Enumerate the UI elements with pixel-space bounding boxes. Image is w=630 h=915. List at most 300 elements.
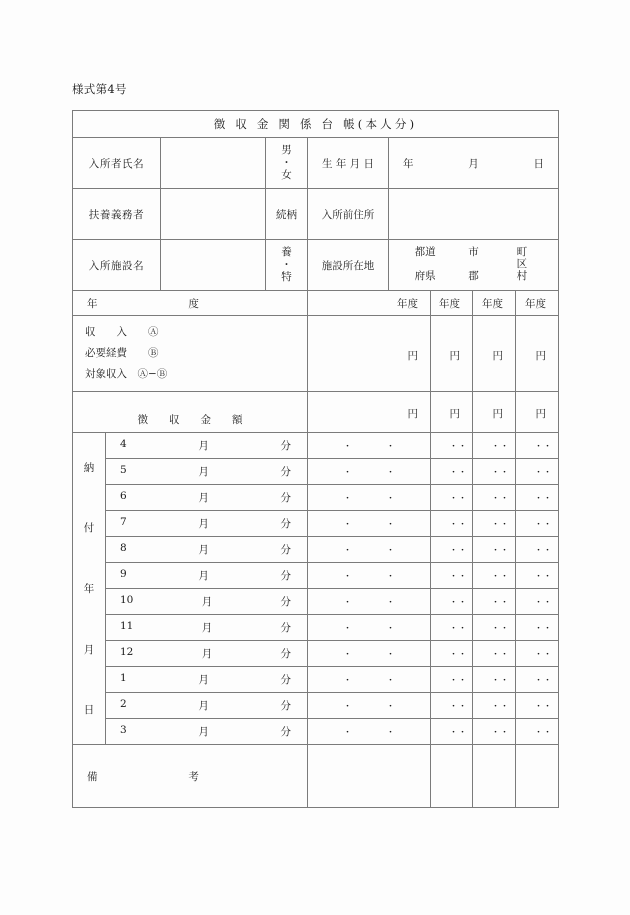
fiscal-year-col-1-text: 年度: [397, 297, 418, 310]
date-dot-1: ・: [342, 702, 352, 712]
prev-address-label: [308, 189, 389, 240]
birthdate-label-text: 生 年 月 日: [321, 157, 374, 170]
date-dots: [473, 465, 515, 478]
month-number: 6: [120, 490, 127, 502]
month-value-col-1[interactable]: [308, 719, 431, 745]
month-unit: 月: [198, 440, 209, 452]
month-value-col-2[interactable]: [431, 589, 473, 615]
month-value-col-4[interactable]: [516, 485, 559, 511]
address-todou: 都道: [414, 246, 436, 259]
date-dot-1: ・: [342, 494, 352, 504]
date-dot-2: ・: [500, 624, 510, 634]
month-value-col-3[interactable]: [473, 511, 516, 537]
date-dot-1: ・: [491, 702, 501, 712]
month-unit: 月: [198, 518, 209, 530]
fiscal-year-label-nen: 年: [87, 297, 98, 310]
address-ku: 区: [516, 258, 528, 271]
date-dot-2: ・: [543, 676, 553, 686]
fiscal-year-label: [73, 291, 308, 316]
facility-type-separator-icon: ・: [281, 258, 292, 271]
month-value-col-3[interactable]: [473, 719, 516, 745]
fiscal-year-col-3-text: 年度: [482, 297, 503, 310]
date-dot-2: ・: [385, 650, 395, 660]
date-dot-1: ・: [449, 572, 459, 582]
fiscal-year-label-pad: [290, 296, 293, 311]
date-dots: [516, 673, 558, 686]
date-dots: [516, 439, 558, 452]
month-value-col-3[interactable]: [473, 563, 516, 589]
collection-amount-col-3[interactable]: [473, 392, 516, 433]
payment-month-row: [73, 641, 559, 667]
income-label-stack: [73, 316, 307, 391]
month-value-col-3[interactable]: [473, 589, 516, 615]
month-value-col-4[interactable]: [516, 693, 559, 719]
date-dots: [516, 543, 558, 556]
date-dot-1: ・: [534, 442, 544, 452]
collection-amount-label: [73, 392, 308, 433]
date-dot-1: ・: [342, 442, 352, 452]
month-number: 11: [120, 620, 134, 632]
date-dot-1: ・: [491, 468, 501, 478]
date-dot-1: ・: [449, 624, 459, 634]
income-col-2-yen: 円: [449, 349, 460, 362]
payment-month-row: [73, 433, 559, 459]
month-value-col-1[interactable]: [308, 537, 431, 563]
fiscal-year-col-2[interactable]: [431, 291, 473, 316]
payment-month-row: [73, 537, 559, 563]
income-col-1[interactable]: [308, 316, 431, 392]
month-unit: 月: [198, 544, 209, 556]
birthdate-value[interactable]: [389, 138, 559, 189]
date-dots: [516, 465, 558, 478]
date-dot-1: ・: [449, 520, 459, 530]
month-value-col-1[interactable]: [308, 615, 431, 641]
remarks-label-pad: [290, 769, 293, 784]
supporter-row: [73, 189, 559, 240]
income-line-expenses: 必要経費 Ⓑ: [85, 347, 159, 359]
ledger-title: 徴 収 金 関 係 台 帳(本人分): [73, 111, 559, 138]
month-value-col-1[interactable]: [308, 563, 431, 589]
date-dots: [308, 699, 430, 712]
address-unit-grid: [389, 245, 558, 284]
date-dot-1: ・: [491, 494, 501, 504]
payment-month-row: [73, 459, 559, 485]
collection-amount-col-4[interactable]: [516, 392, 559, 433]
payment-month-row: [73, 615, 559, 641]
date-dot-2: ・: [543, 728, 553, 738]
date-dots: [473, 725, 515, 738]
month-value-col-1[interactable]: [308, 485, 431, 511]
month-value-col-2[interactable]: [431, 511, 473, 537]
prev-address-value[interactable]: [389, 189, 559, 240]
month-share: 分: [280, 492, 291, 504]
payment-month-row: [73, 485, 559, 511]
month-number: 4: [120, 438, 127, 450]
date-dot-2: ・: [500, 572, 510, 582]
relation-cell: [266, 189, 308, 240]
payment-month-row: [73, 589, 559, 615]
month-number: 9: [120, 568, 127, 580]
date-dots: [431, 621, 472, 634]
month-label-cell: [106, 693, 308, 719]
month-label-inner: [106, 438, 307, 453]
facility-name-label: [73, 240, 161, 291]
date-dot-1: ・: [491, 624, 501, 634]
month-share: 分: [280, 674, 291, 686]
collection-amount-col-3-yen: 円: [492, 408, 503, 420]
fiscal-year-col-1[interactable]: [308, 291, 431, 316]
date-dot-2: ・: [458, 598, 468, 608]
date-dot-1: ・: [342, 728, 352, 738]
remarks-col-3[interactable]: [473, 745, 516, 808]
month-number: 10: [120, 594, 134, 606]
month-value-col-2[interactable]: [431, 563, 473, 589]
month-value-col-2[interactable]: [431, 667, 473, 693]
month-label-cell: [106, 537, 308, 563]
month-label-inner: [106, 698, 307, 713]
facility-type-you: 養: [281, 246, 292, 259]
month-value-col-1[interactable]: [308, 667, 431, 693]
date-dot-2: ・: [543, 650, 553, 660]
collection-amount-col-1-yen: 円: [407, 408, 418, 420]
date-dot-2: ・: [458, 624, 468, 634]
month-share: 分: [280, 544, 291, 556]
fiscal-year-col-4[interactable]: [516, 291, 559, 316]
collection-amount-col-2[interactable]: [431, 392, 473, 433]
income-col-3-yen: 円: [492, 349, 503, 362]
income-col-4-yen: 円: [535, 349, 547, 362]
month-value-col-1[interactable]: [308, 693, 431, 719]
birth-day-unit: 日: [533, 157, 545, 170]
month-value-col-2[interactable]: [431, 641, 473, 667]
payment-month-row: [73, 563, 559, 589]
income-line-net: 対象収入 Ⓐ−Ⓑ: [85, 368, 168, 380]
date-dot-2: ・: [500, 468, 510, 478]
month-share: 分: [280, 596, 291, 608]
month-label-inner: [106, 516, 307, 531]
date-dot-2: ・: [500, 650, 510, 660]
month-label-inner: [106, 490, 307, 505]
date-dot-1: ・: [534, 650, 544, 660]
month-share: 分: [280, 622, 291, 634]
remarks-label-kou: 考: [188, 770, 199, 783]
month-value-col-3[interactable]: [473, 433, 516, 459]
date-dot-2: ・: [385, 442, 395, 452]
side-label-char-3: 月: [83, 643, 95, 656]
date-dots: [431, 725, 472, 738]
date-dots: [431, 673, 472, 686]
month-value-col-3[interactable]: [473, 459, 516, 485]
month-value-col-2[interactable]: [431, 433, 473, 459]
income-col-1-yen: 円: [407, 349, 418, 362]
date-dot-2: ・: [543, 468, 553, 478]
date-dot-2: ・: [458, 494, 468, 504]
facility-type-toku: 特: [281, 271, 292, 284]
date-dots: [473, 699, 515, 712]
prev-address-label-text: 入所前住所: [321, 208, 375, 221]
date-dots: [431, 543, 472, 556]
date-dots: [308, 543, 430, 556]
month-label-cell: [106, 563, 308, 589]
month-value-col-4[interactable]: [516, 719, 559, 745]
resident-name-value[interactable]: [161, 138, 266, 189]
date-dot-2: ・: [543, 520, 553, 530]
supporter-value[interactable]: [161, 189, 266, 240]
month-value-col-2[interactable]: [431, 719, 473, 745]
month-label-inner: [106, 594, 307, 609]
month-label-inner: [106, 620, 307, 635]
side-label-char-0: 納: [83, 461, 95, 474]
month-unit: 月: [198, 674, 209, 686]
month-unit: 月: [198, 726, 209, 738]
facility-address-label: [308, 240, 389, 291]
date-dot-2: ・: [500, 676, 510, 686]
date-dots: [431, 517, 472, 530]
payment-date-side-stack: [73, 433, 105, 744]
date-dots: [516, 699, 558, 712]
fiscal-year-label-do: 度: [188, 297, 199, 310]
month-share: 分: [280, 700, 291, 712]
month-value-col-4[interactable]: [516, 537, 559, 563]
date-dot-1: ・: [534, 468, 544, 478]
date-dots: [516, 725, 558, 738]
date-dots: [431, 465, 472, 478]
month-unit: 月: [201, 648, 213, 660]
date-dot-1: ・: [342, 468, 352, 478]
date-dot-2: ・: [500, 546, 510, 556]
month-label-cell: [106, 719, 308, 745]
date-dots: [473, 439, 515, 452]
month-value-col-3[interactable]: [473, 641, 516, 667]
month-number: 1: [120, 672, 127, 684]
month-value-col-2[interactable]: [431, 615, 473, 641]
month-number: 12: [120, 646, 134, 658]
gender-male: 男: [281, 144, 292, 157]
collection-amount-col-1[interactable]: [308, 392, 431, 433]
resident-row: [73, 138, 559, 189]
remarks-label-bi: 備: [87, 770, 98, 783]
date-dots: [308, 439, 430, 452]
month-value-col-4[interactable]: [516, 641, 559, 667]
payment-month-row: [73, 719, 559, 745]
date-dot-1: ・: [491, 520, 501, 530]
date-dots: [431, 491, 472, 504]
supporter-label: [73, 189, 161, 240]
date-dot-1: ・: [534, 598, 544, 608]
side-label-char-4: 日: [83, 704, 95, 717]
month-value-col-4[interactable]: [516, 615, 559, 641]
remarks-label-inner: [73, 769, 307, 784]
date-dots: [473, 569, 515, 582]
date-dot-2: ・: [500, 520, 510, 530]
collection-amount-col-2-yen: 円: [449, 408, 460, 420]
facility-name-value[interactable]: [161, 240, 266, 291]
date-dot-2: ・: [385, 572, 395, 582]
payment-date-side-label: [73, 433, 106, 745]
date-dots: [308, 465, 430, 478]
date-dot-2: ・: [458, 546, 468, 556]
form-number: 様式第4号: [72, 82, 127, 96]
date-dots: [308, 621, 430, 634]
date-dot-2: ・: [500, 702, 510, 712]
income-line-gross: 収 入 Ⓐ: [85, 326, 159, 338]
month-value-col-2[interactable]: [431, 459, 473, 485]
facility-address-value[interactable]: [389, 240, 559, 291]
month-value-col-4[interactable]: [516, 667, 559, 693]
address-chou: 町: [516, 246, 528, 259]
month-share: 分: [280, 440, 291, 452]
date-dots: [308, 725, 430, 738]
income-labels: [73, 316, 308, 392]
date-dot-1: ・: [534, 546, 544, 556]
date-dots: [516, 569, 558, 582]
date-dot-2: ・: [385, 546, 395, 556]
date-dot-2: ・: [543, 442, 553, 452]
income-col-3[interactable]: [473, 316, 516, 392]
date-dot-2: ・: [458, 702, 468, 712]
date-dots: [473, 543, 515, 556]
date-dot-2: ・: [500, 494, 510, 504]
date-dot-1: ・: [449, 468, 459, 478]
date-dot-1: ・: [491, 598, 501, 608]
income-row: [73, 316, 559, 392]
side-label-char-2: 年: [83, 582, 95, 595]
date-dots: [516, 595, 558, 608]
date-dot-2: ・: [385, 702, 395, 712]
address-line-bottom: [389, 271, 558, 283]
collection-amount-col-4-yen: 円: [535, 408, 547, 420]
facility-address-label-text: 施設所在地: [321, 259, 375, 272]
payment-month-row: [73, 693, 559, 719]
collection-amount-row: [73, 392, 559, 433]
month-value-col-2[interactable]: [431, 485, 473, 511]
income-col-4[interactable]: [516, 316, 559, 392]
month-value-col-4[interactable]: [516, 511, 559, 537]
date-dots: [308, 517, 430, 530]
month-number: 7: [120, 516, 127, 528]
date-dots: [308, 673, 430, 686]
resident-name-label: [73, 138, 161, 189]
fiscal-year-col-3[interactable]: [473, 291, 516, 316]
date-dot-1: ・: [449, 494, 459, 504]
month-label-inner: [106, 672, 307, 687]
gender-female: 女: [281, 169, 292, 182]
date-dot-2: ・: [500, 728, 510, 738]
month-value-col-3[interactable]: [473, 667, 516, 693]
month-value-col-2[interactable]: [431, 537, 473, 563]
month-value-col-1[interactable]: [308, 589, 431, 615]
month-share: 分: [280, 518, 291, 530]
month-unit: 月: [198, 570, 209, 582]
facility-row: [73, 240, 559, 291]
month-value-col-3[interactable]: [473, 537, 516, 563]
facility-name-label-text: 入所施設名: [88, 259, 145, 272]
date-dots: [431, 699, 472, 712]
date-dot-2: ・: [458, 728, 468, 738]
date-dot-2: ・: [385, 598, 395, 608]
date-dot-1: ・: [534, 728, 544, 738]
remarks-label: [73, 745, 308, 808]
income-col-2[interactable]: [431, 316, 473, 392]
month-number: 2: [120, 698, 127, 710]
date-dot-1: ・: [342, 598, 352, 608]
month-value-col-4[interactable]: [516, 433, 559, 459]
date-dot-2: ・: [543, 598, 553, 608]
date-dots: [516, 621, 558, 634]
month-label-cell: [106, 485, 308, 511]
date-dot-1: ・: [449, 702, 459, 712]
date-dots: [431, 647, 472, 660]
month-value-col-3[interactable]: [473, 615, 516, 641]
date-dots: [516, 647, 558, 660]
date-dots: [516, 517, 558, 530]
date-dot-2: ・: [543, 546, 553, 556]
date-dot-1: ・: [449, 598, 459, 608]
month-value-col-3[interactable]: [473, 485, 516, 511]
date-dots: [308, 491, 430, 504]
date-dot-2: ・: [458, 520, 468, 530]
month-unit: 月: [198, 466, 209, 478]
facility-type-stack: [266, 246, 307, 283]
gender-cell[interactable]: [266, 138, 308, 189]
month-number: 3: [120, 724, 127, 736]
remarks-col-1[interactable]: [308, 745, 431, 808]
date-dot-1: ・: [342, 650, 352, 660]
month-value-col-1[interactable]: [308, 511, 431, 537]
remarks-row: [73, 745, 559, 808]
payment-month-row: [73, 667, 559, 693]
address-fuken: 府県: [414, 269, 436, 282]
date-dot-2: ・: [385, 520, 395, 530]
month-value-col-4[interactable]: [516, 589, 559, 615]
month-label-cell: [106, 589, 308, 615]
month-value-col-1[interactable]: [308, 433, 431, 459]
month-value-col-2[interactable]: [431, 693, 473, 719]
date-dots: [308, 569, 430, 582]
month-value-col-4[interactable]: [516, 459, 559, 485]
month-number: 5: [120, 464, 127, 476]
facility-type-cell[interactable]: [266, 240, 308, 291]
month-value-col-1[interactable]: [308, 641, 431, 667]
gender-separator-icon: ・: [281, 156, 292, 169]
month-label-cell: [106, 667, 308, 693]
month-label-inner: [106, 646, 307, 661]
date-dot-2: ・: [500, 442, 510, 452]
collection-amount-label-text: 徴 収 金 額: [137, 413, 243, 426]
month-value-col-1[interactable]: [308, 459, 431, 485]
month-value-col-3[interactable]: [473, 693, 516, 719]
fiscal-year-col-4-text: 年度: [525, 297, 547, 310]
side-label-char-1: 付: [83, 522, 95, 535]
birth-month-unit: 月: [468, 157, 479, 170]
month-label-inner: [106, 464, 307, 479]
date-dot-1: ・: [342, 572, 352, 582]
date-dots: [308, 647, 430, 660]
date-dot-2: ・: [458, 468, 468, 478]
fiscal-year-col-2-text: 年度: [439, 297, 460, 310]
address-mura: 村: [516, 269, 528, 282]
date-dot-2: ・: [500, 598, 510, 608]
date-dot-1: ・: [342, 676, 352, 686]
date-dot-1: ・: [491, 572, 501, 582]
birthdate-fields: [389, 156, 558, 171]
date-dot-1: ・: [491, 728, 501, 738]
remarks-col-2[interactable]: [431, 745, 473, 808]
remarks-col-4[interactable]: [516, 745, 559, 808]
month-value-col-4[interactable]: [516, 563, 559, 589]
date-dot-2: ・: [458, 572, 468, 582]
date-dot-1: ・: [491, 442, 501, 452]
